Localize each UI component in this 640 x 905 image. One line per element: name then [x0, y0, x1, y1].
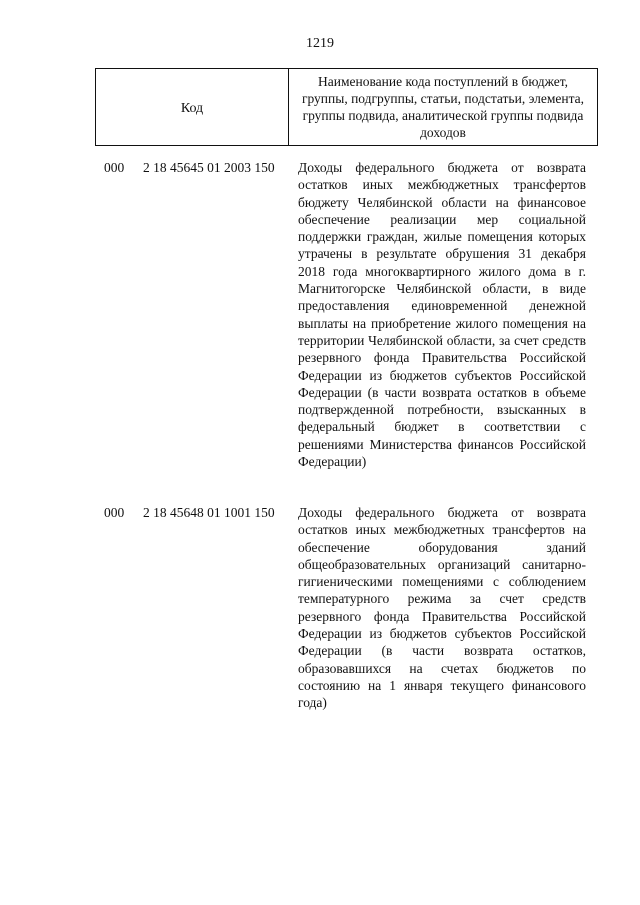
page-number: 1219 [306, 36, 334, 51]
revenue-description: Доходы федерального бюджета от возврата остатков иных межбюджетных трансфертов бюджету Челябинской области на финансовое обеспечение реализации мер социальной поддержки граждан, жилые помещения которых утрачены в результате обрушения 31 декабря 2018 года многоквартирного жилого дома в г. Магнитогорске Челябинской области, в виде предоставления единовременной денежной выплаты на приобретение жилого помещения на территории Челябинской области, за счет средств резервного фонда Правительства Российской Федерации из бюджетов субъектов Российской Федерации (в части возврата остатков в объеме подтвержденной потребности, взысканных в федеральный бюджет в соответствии с решениями Министерства финансов Российской Федерации) [298, 160, 586, 470]
header-name-column: Наименование кода поступлений в бюджет, группы, подгруппы, статьи, подстатьи, элемента, группы подвида, аналитической группы подвида доходов [301, 74, 585, 140]
revenue-code: 2 18 45645 01 2003 150 [143, 160, 275, 175]
header-code-column: Код [96, 69, 289, 145]
admin-code: 000 [104, 505, 125, 520]
revenue-code: 2 18 45648 01 1001 150 [143, 505, 275, 520]
table-header [95, 68, 598, 146]
revenue-description: Доходы федерального бюджета от возврата остатков иных межбюджетных трансфертов на обеспечение оборудования зданий общеобразовательных организаций санитарно-гигиеническими помещениями с соблюдением температурного режима за счет средств резервного фонда Правительства Российской Федерации из бюджетов субъектов Российской Федерации (в части возврата остатков, образовавшихся на счетах бюджетов по состоянию на 1 января текущего финансового года) [298, 505, 586, 711]
admin-code: 000 [104, 160, 125, 175]
